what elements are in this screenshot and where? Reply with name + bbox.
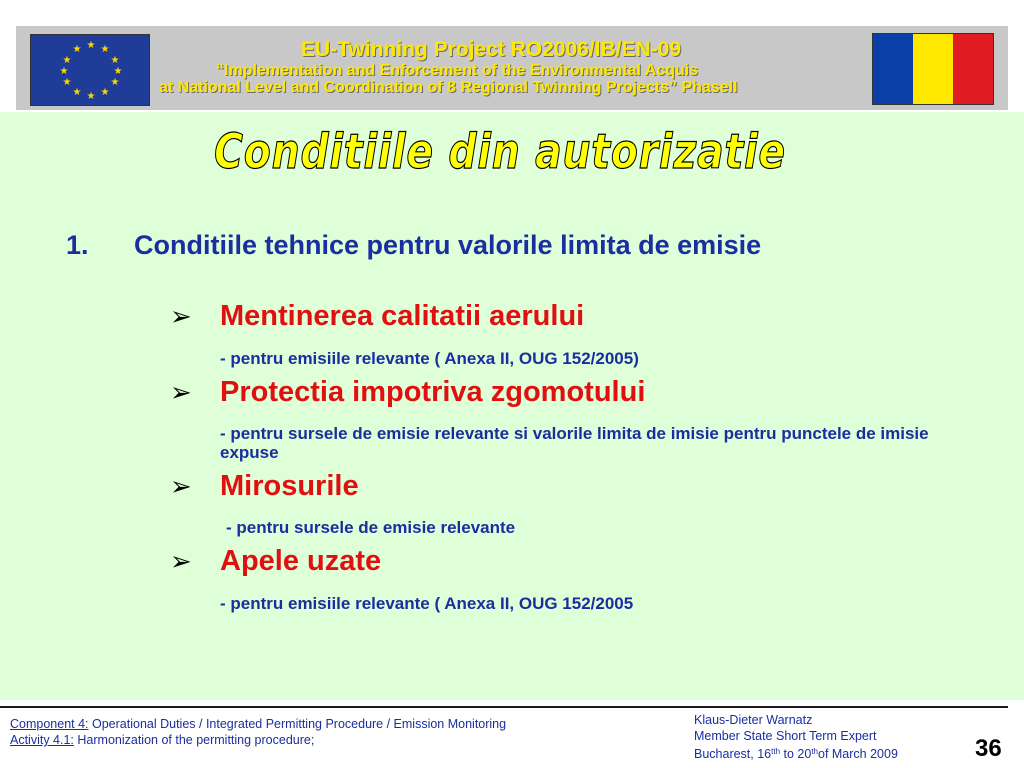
activity-label: Activity 4.1: <box>10 733 74 747</box>
slide-content <box>0 112 1024 700</box>
bullet-detail: - pentru sursele de emisie relevante si valorile limita de imisie pentru punctele de imisie expuse <box>220 424 929 462</box>
header-banner <box>16 26 1008 110</box>
bullet-heading: Apele uzate <box>220 545 382 577</box>
arrow-bullet-icon: ➢ <box>170 302 192 332</box>
romania-flag-icon <box>872 33 994 105</box>
project-subtitle-line2: at National Level and Coordination of 8 Regional Twinning Projects” PhaseII <box>159 79 738 96</box>
arrow-bullet-icon: ➢ <box>170 472 192 502</box>
component-text: Operational Duties / Integrated Permitting Procedure / Emission Monitoring <box>88 717 507 731</box>
presentation-date: Bucharest, $16^{tth}$ to 20thof March 2009 <box>694 747 898 761</box>
bullet-heading: Mirosurile <box>220 470 359 502</box>
footer-author-info <box>694 712 898 762</box>
activity-text: Harmonization of the permitting procedure; <box>73 733 315 747</box>
bullet-detail: - pentru sursele de emisie relevante <box>226 518 516 537</box>
bullet-noise-protection <box>170 376 645 409</box>
bullet-odours <box>170 470 359 503</box>
footer-component-line <box>10 716 506 732</box>
bullet-heading: Mentinerea calitatii aerului <box>220 300 585 332</box>
numbered-item <box>66 230 761 261</box>
bullet-waste-water <box>170 545 381 578</box>
item-text: Conditiile tehnice pentru valorile limita de emisie <box>134 230 762 260</box>
project-title: EU-Twinning Project RO2006/IB/EN-09 <box>301 38 682 61</box>
eu-flag-icon: ★ ★ ★ ★ ★ ★ ★ ★ ★ ★ ★ ★ <box>30 34 150 106</box>
arrow-bullet-icon: ➢ <box>170 378 192 408</box>
component-label: Component 4: <box>10 717 89 731</box>
project-subtitle-line1: “Implementation and Enforcement of the Environmental Acquis <box>216 62 699 79</box>
footer-divider <box>0 706 1008 708</box>
footer-activity-line <box>10 732 506 748</box>
bullet-air-quality <box>170 300 584 333</box>
bullet-detail: - pentru emisiile relevante ( Anexa II, OUG 152/2005) <box>220 349 639 368</box>
item-number: 1. <box>66 230 89 260</box>
slide-title: Conditiile din autorizatie <box>214 124 786 180</box>
author-role: Member State Short Term Expert <box>694 729 877 743</box>
footer-project-info <box>10 716 506 748</box>
arrow-bullet-icon: ➢ <box>170 547 192 577</box>
author-name: Klaus-Dieter Warnatz <box>694 713 813 727</box>
bullet-heading: Protectia impotriva zgomotului <box>220 376 646 408</box>
bullet-detail: - pentru emisiile relevante ( Anexa II, OUG 152/2005 <box>220 594 634 613</box>
page-number: 36 <box>975 735 1002 762</box>
